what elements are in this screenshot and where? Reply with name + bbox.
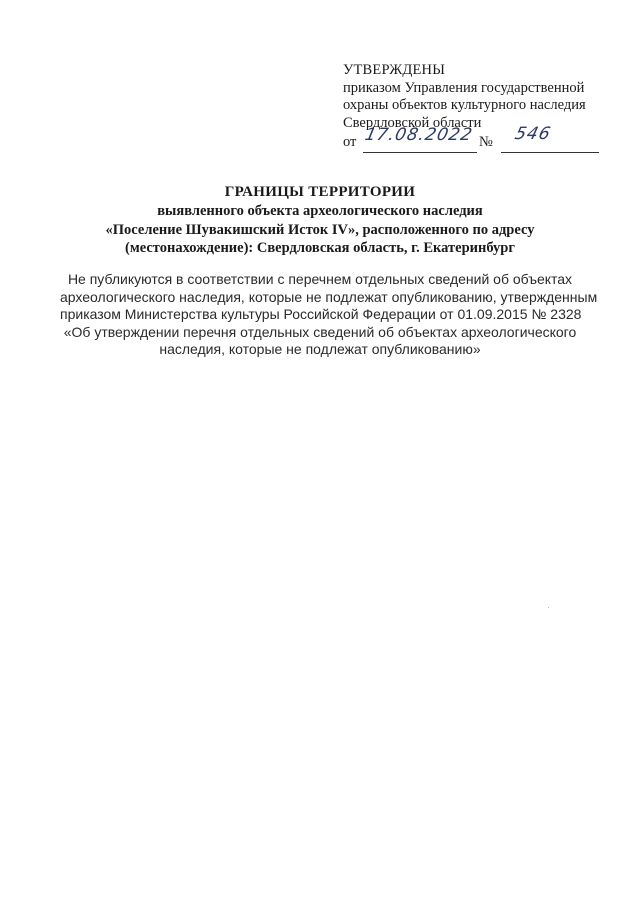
- title-line: «Поселение Шувакишский Исток IV», расположенного по адресу: [105, 221, 535, 238]
- date-prefix: от: [343, 134, 357, 150]
- order-date-number-row: [343, 124, 613, 154]
- document-title: [40, 182, 600, 258]
- title-line: выявленного объекта археологического наследия: [157, 203, 483, 219]
- notice-line: наследия, которые не подлежат опубликованию»: [159, 341, 481, 357]
- approval-line: охраны объектов культурного наследия: [343, 97, 586, 113]
- notice-line: приказом Министерства культуры Российской Федерации от 01.09.2015 № 2328: [60, 306, 582, 322]
- notice-line: археологического наследия, которые не подлежат опубликованию, утвержденным: [60, 288, 598, 305]
- approval-line: приказом Управления государственной: [343, 79, 585, 96]
- date-field: [363, 125, 477, 153]
- number-field: [501, 124, 599, 153]
- notice-line: Не публикуются в соответствии с перечнем отдельных сведений об объектах: [67, 271, 573, 287]
- title-line: (местонахождение): Свердловская область, г. Екатеринбург: [125, 240, 515, 256]
- approval-block: [343, 62, 613, 154]
- number-label: №: [479, 134, 493, 150]
- handwritten-number: 546: [512, 124, 554, 144]
- title-main: ГРАНИЦЫ ТЕРРИТОРИИ: [224, 184, 416, 200]
- non-publication-notice: [60, 271, 598, 359]
- approval-heading: УТВЕРЖДЕНЫ: [343, 62, 446, 78]
- approval-line: Свердловской области: [343, 114, 482, 131]
- scan-speck: [548, 607, 549, 608]
- handwritten-date: 17.08.2022: [363, 125, 475, 145]
- notice-line: «Об утверждении перечня отдельных сведений об объектах археологического: [63, 323, 577, 340]
